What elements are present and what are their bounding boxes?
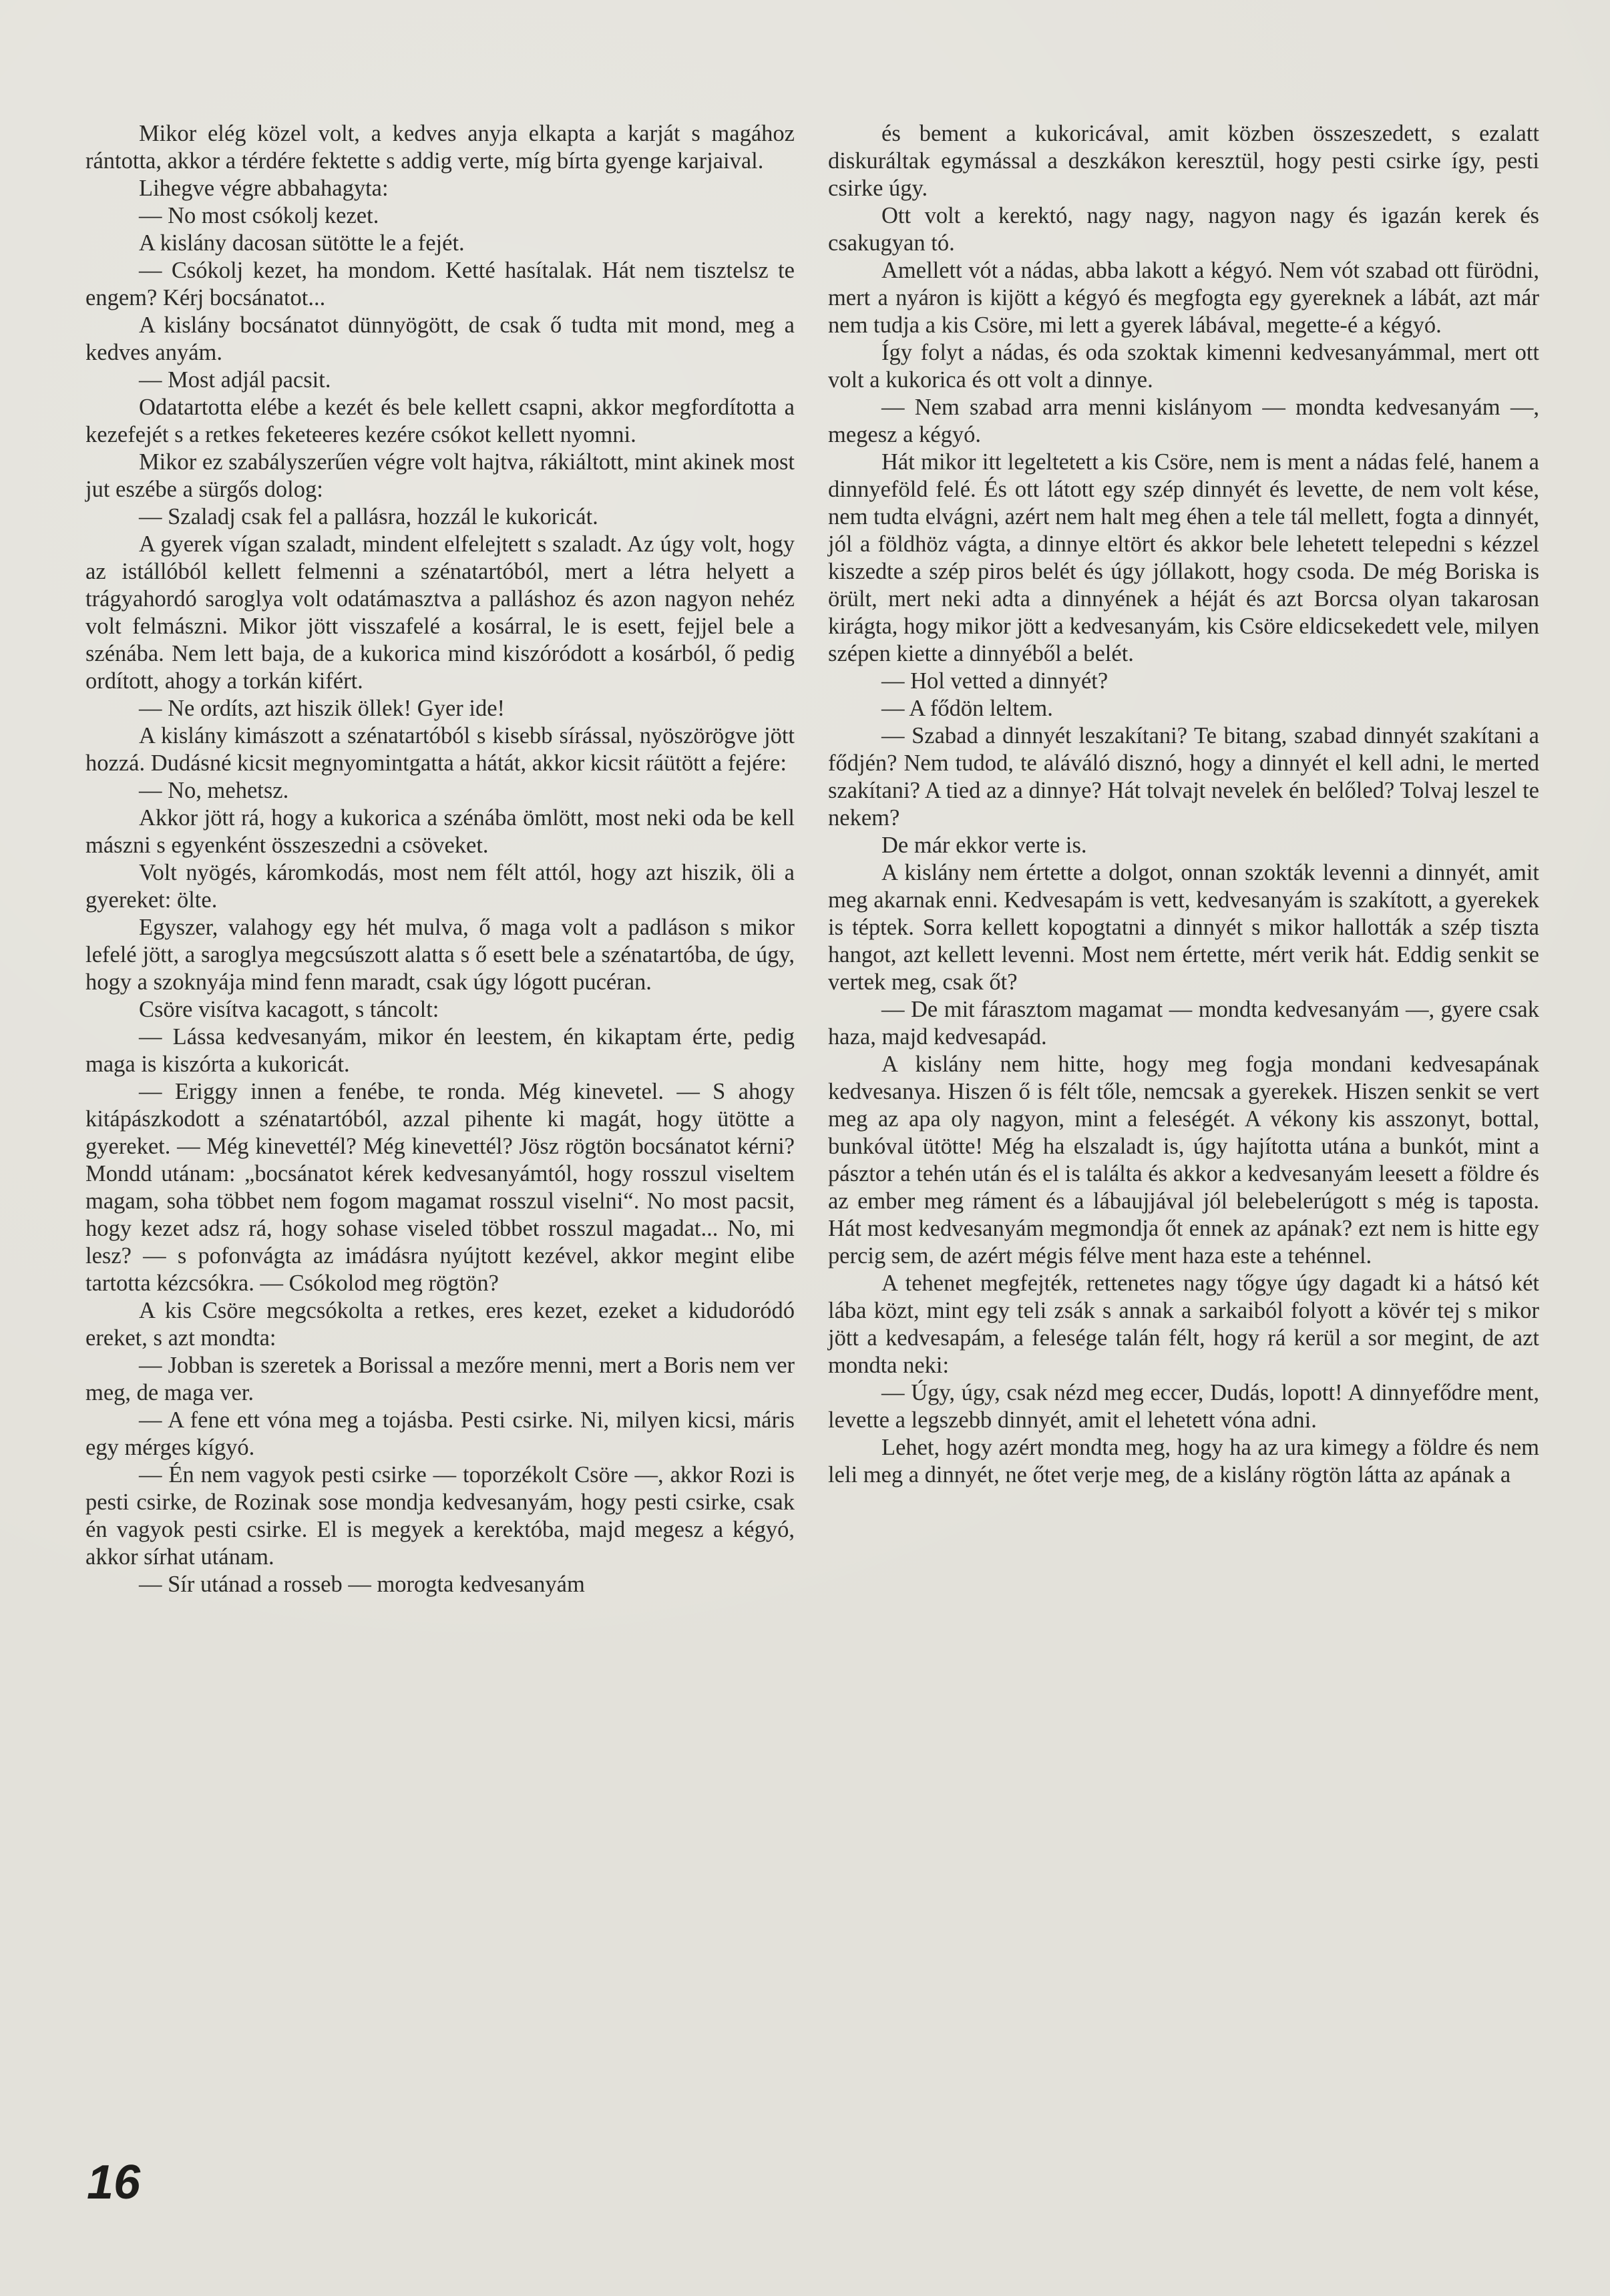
paragraph: — A fődön leltem. (881, 696, 1053, 721)
paragraph: A kislány kimászott a szénatartóból s kisebb sírással, nyöszörögve jött hozzá. Dudásné kicsit megnyomintgatta a hátát, akkor kicsit ráütött a fejére: (85, 723, 795, 776)
paragraph: Mikor elég közel volt, a kedves anyja elkapta a karját s magához rántotta, akkor a térdére fektette s addig verte, míg bírta gyenge karjaival. (85, 121, 795, 174)
paragraph: — Most adjál pacsit. (139, 367, 331, 393)
paragraph: — A fene ett vóna meg a tojásba. Pesti csirke. Ni, milyen kicsi, máris egy mérges kígyó. (85, 1407, 795, 1460)
paragraph: — Úgy, úgy, csak nézd meg eccer, Dudás, lopott! A dinnyefődre ment, levette a legszebb dinnyét, amit el lehetett vóna adni. (828, 1380, 1539, 1433)
paragraph: A kislány dacosan sütötte le a fejét. (139, 230, 465, 256)
paragraph: — Csókolj kezet, ha mondom. Ketté hasítalak. Hát nem tisztelsz te engem? Kérj bocsánatot... (85, 258, 795, 310)
paragraph: — No, mehetsz. (139, 778, 289, 803)
paragraph: — Szaladj csak fel a pallásra, hozzál le kukoricát. (139, 504, 598, 529)
paragraph: és bement a kukoricával, amit közben összeszedett, s ezalatt diskuráltak egymással a deszkákon keresztül, hogy pesti csirke így, pesti csirke úgy. (828, 121, 1539, 201)
paragraph: — Lássa kedvesanyám, mikor én leestem, én kikaptam érte, pedig maga is kiszórta a kukoricát. (85, 1024, 795, 1077)
paragraph: A kis Csöre megcsókolta a retkes, eres kezet, ezeket a kidudoródó ereket, s azt mondta: (85, 1298, 795, 1351)
paragraph: De már ekkor verte is. (881, 833, 1087, 858)
paragraph: — Jobban is szeretek a Borissal a mezőre menni, mert a Boris nem ver meg, de maga ver. (85, 1353, 795, 1405)
right-text-column (828, 120, 1539, 1489)
paragraph: — Én nem vagyok pesti csirke — toporzékolt Csöre —, akkor Rozi is pesti csirke, de Rozinak sose mondja kedvesanyám, hogy pesti csirke, csak én vagyok pesti csirke. El is megyek a kerektóba, majd megesz a kégyó, akkor sírhat utánam. (85, 1462, 795, 1570)
page-number: 16 (87, 2156, 141, 2209)
left-text-column (85, 120, 795, 1598)
paragraph: — Szabad a dinnyét leszakítani? Te bitang, szabad dinnyét szakítani a fődjén? Nem tudod, te aláváló disznó, hogy a dinnyét el kell adni, le merted szakítani? A tied az a dinnye? Hát tolvajt nevelek én belőled? Tolvaj leszel te nekem? (828, 723, 1539, 831)
paragraph: — De mit fárasztom magamat — mondta kedvesanyám —, gyere csak haza, majd kedvesapád. (828, 997, 1539, 1050)
paragraph: Hát mikor itt legeltetett a kis Csöre, nem is ment a nádas felé, hanem a dinnyeföld felé. És ott látott egy szép dinnyét és levette, de nem volt kése, nem tudta elvágni, azért nem halt meg éhen a tele tál mellett, fogta a dinnyét, jól a földhöz vágta, a dinnye eltört és akkor bele lehetett telepedni s kézzel kiszedte a szép piros belét és úgy jóllakott, hogy csoda. De még Boriska is örült, mert neki adta a dinnyének a héját és azt Borcsa olyan takarosan kirágta, hogy mikor jött a kedvesanyám, kis Csöre eldicsekedett vele, milyen szépen kiette a dinnyéből a belét. (828, 449, 1539, 666)
paragraph: A tehenet megfejték, rettenetes nagy tőgye úgy dagadt ki a hátsó két lába közt, mint egy teli zsák s annak a sarkaiból folyott a kövér tej s mikor jött a kedvesapám, a felesége talán félt, hogy rá kerül a sor megint, de azt mondta neki: (828, 1271, 1539, 1378)
paragraph: A kislány bocsánatot dünnyögött, de csak ő tudta mit mond, meg a kedves anyám. (85, 312, 795, 365)
paragraph: Odatartotta elébe a kezét és bele kellett csapni, akkor megfordította a kezefejét s a retkes feketeeres kezére csókot kellett nyomni. (85, 395, 795, 447)
paragraph: — No most csókolj kezet. (139, 203, 379, 228)
paragraph: A kislány nem értette a dolgot, onnan szokták levenni a dinnyét, amit meg akarnak enni. Kedvesapám is vett, kedvesanyám is szakított, a gyerekek is téptek. Sorra kellett kopogtatni a dinnyét s mikor hallották a szép tiszta hangot, azt kellett levenni. Most nem értette, mért verik hát. Eddig senkit se vertek meg, csak őt? (828, 860, 1539, 995)
paragraph: A kislány nem hitte, hogy meg fogja mondani kedvesapának kedvesanya. Hiszen ő is félt tőle, nemcsak a gyerekek. Hiszen senkit se vert meg az apa oly nagyon, mint a feleségét. A vékony kis asszonyt, bottal, bunkóval ütötte! Még ha elszaladt is, úgy hajította utána a bunkót, mint a pásztor a tehén után és el is találta és akkor a kedvesanyám leesett a földre és az ember meg ráment és a lábaujjával jól belebelerúgott s még is taposta. Hát most kedvesanyám megmondja őt ennek az apának? ezt nem is hitte egy percig sem, de azért mégis félve ment haza este a tehénnel. (828, 1052, 1539, 1269)
paragraph: Mikor ez szabályszerűen végre volt hajtva, rákiáltott, mint akinek most jut eszébe a sürgős dolog: (85, 449, 795, 502)
paragraph: Egyszer, valahogy egy hét mulva, ő maga volt a padláson s mikor lefelé jött, a saroglya megcsúszott alatta s ő esett bele a szénatartóba, de úgy, hogy a szoknyája mind fenn maradt, csak úgy lógott pucéran. (85, 915, 795, 995)
paragraph: Ott volt a kerektó, nagy nagy, nagyon nagy és igazán kerek és csakugyan tó. (828, 203, 1539, 256)
paragraph: — Ne ordíts, azt hiszik öllek! Gyer ide! (139, 696, 506, 721)
paragraph: Lihegve végre abbahagyta: (139, 176, 389, 201)
paragraph: — Nem szabad arra menni kislányom — mondta kedvesanyám —, megesz a kégyó. (828, 395, 1539, 447)
paragraph: — Eriggy innen a fenébe, te ronda. Még kinevetel. — S ahogy kitápászkodott a szénatartóból, azzal pihente ki magát, hogy ütötte a gyereket. — Még kinevettél? Még kinevettél? Jösz rögtön bocsánatot kérni? Mondd utánam: „bocsánatot kérek kedvesanyámtól, hogy rosszul viseltem magam, soha többet nem fogom magamat rosszul viselni“. No most pacsit, hogy kezet adsz rá, hogy sohase viseled többet rosszul magadat... No, mi lesz? — s pofonvágta az imádásra nyújtott kezével, akkor megint elibe tartotta kézcsókra. — Csókolod meg rögtön? (85, 1079, 795, 1296)
paragraph: Volt nyögés, káromkodás, most nem félt attól, hogy azt hiszik, öli a gyereket: ölte. (85, 860, 795, 913)
paragraph: Így folyt a nádas, és oda szoktak kimenni kedvesanyámmal, mert ott volt a kukorica és ott volt a dinnye. (828, 340, 1539, 393)
paragraph: Amellett vót a nádas, abba lakott a kégyó. Nem vót szabad ott fürödni, mert a nyáron is kijött a kégyó és megfogta egy gyereknek a lábát, azt már nem tudja a kis Csöre, mi lett a gyerek lábával, megette-é a kégyó. (828, 258, 1539, 338)
paragraph: Csöre visítva kacagott, s táncolt: (139, 997, 439, 1022)
paragraph: Lehet, hogy azért mondta meg, hogy ha az ura kimegy a földre és nem leli meg a dinnyét, ne őtet verje meg, de a kislány rögtön látta az apának a (828, 1435, 1539, 1487)
paragraph: A gyerek vígan szaladt, mindent elfelejtett s szaladt. Az úgy volt, hogy az istállóból kellett felmenni a szénatartóból, mert a létra helyett a trágyahordó saroglya volt odatámasztva a palláshoz és azon nagyon nehéz volt felmászni. Mikor jött visszafelé a kosárral, le is esett, fejjel bele a szénába. Nem lett baja, de a kukorica mind kiszóródott a kosárból, ő pedig ordított, ahogy a torkán kifért. (85, 531, 795, 694)
paragraph: — Hol vetted a dinnyét? (881, 668, 1109, 694)
paragraph: Akkor jött rá, hogy a kukorica a szénába ömlött, most neki oda be kell mászni s egyenként összeszedni a csöveket. (85, 805, 795, 858)
paragraph: — Sír utánad a rosseb — morogta kedvesanyám (139, 1572, 585, 1597)
